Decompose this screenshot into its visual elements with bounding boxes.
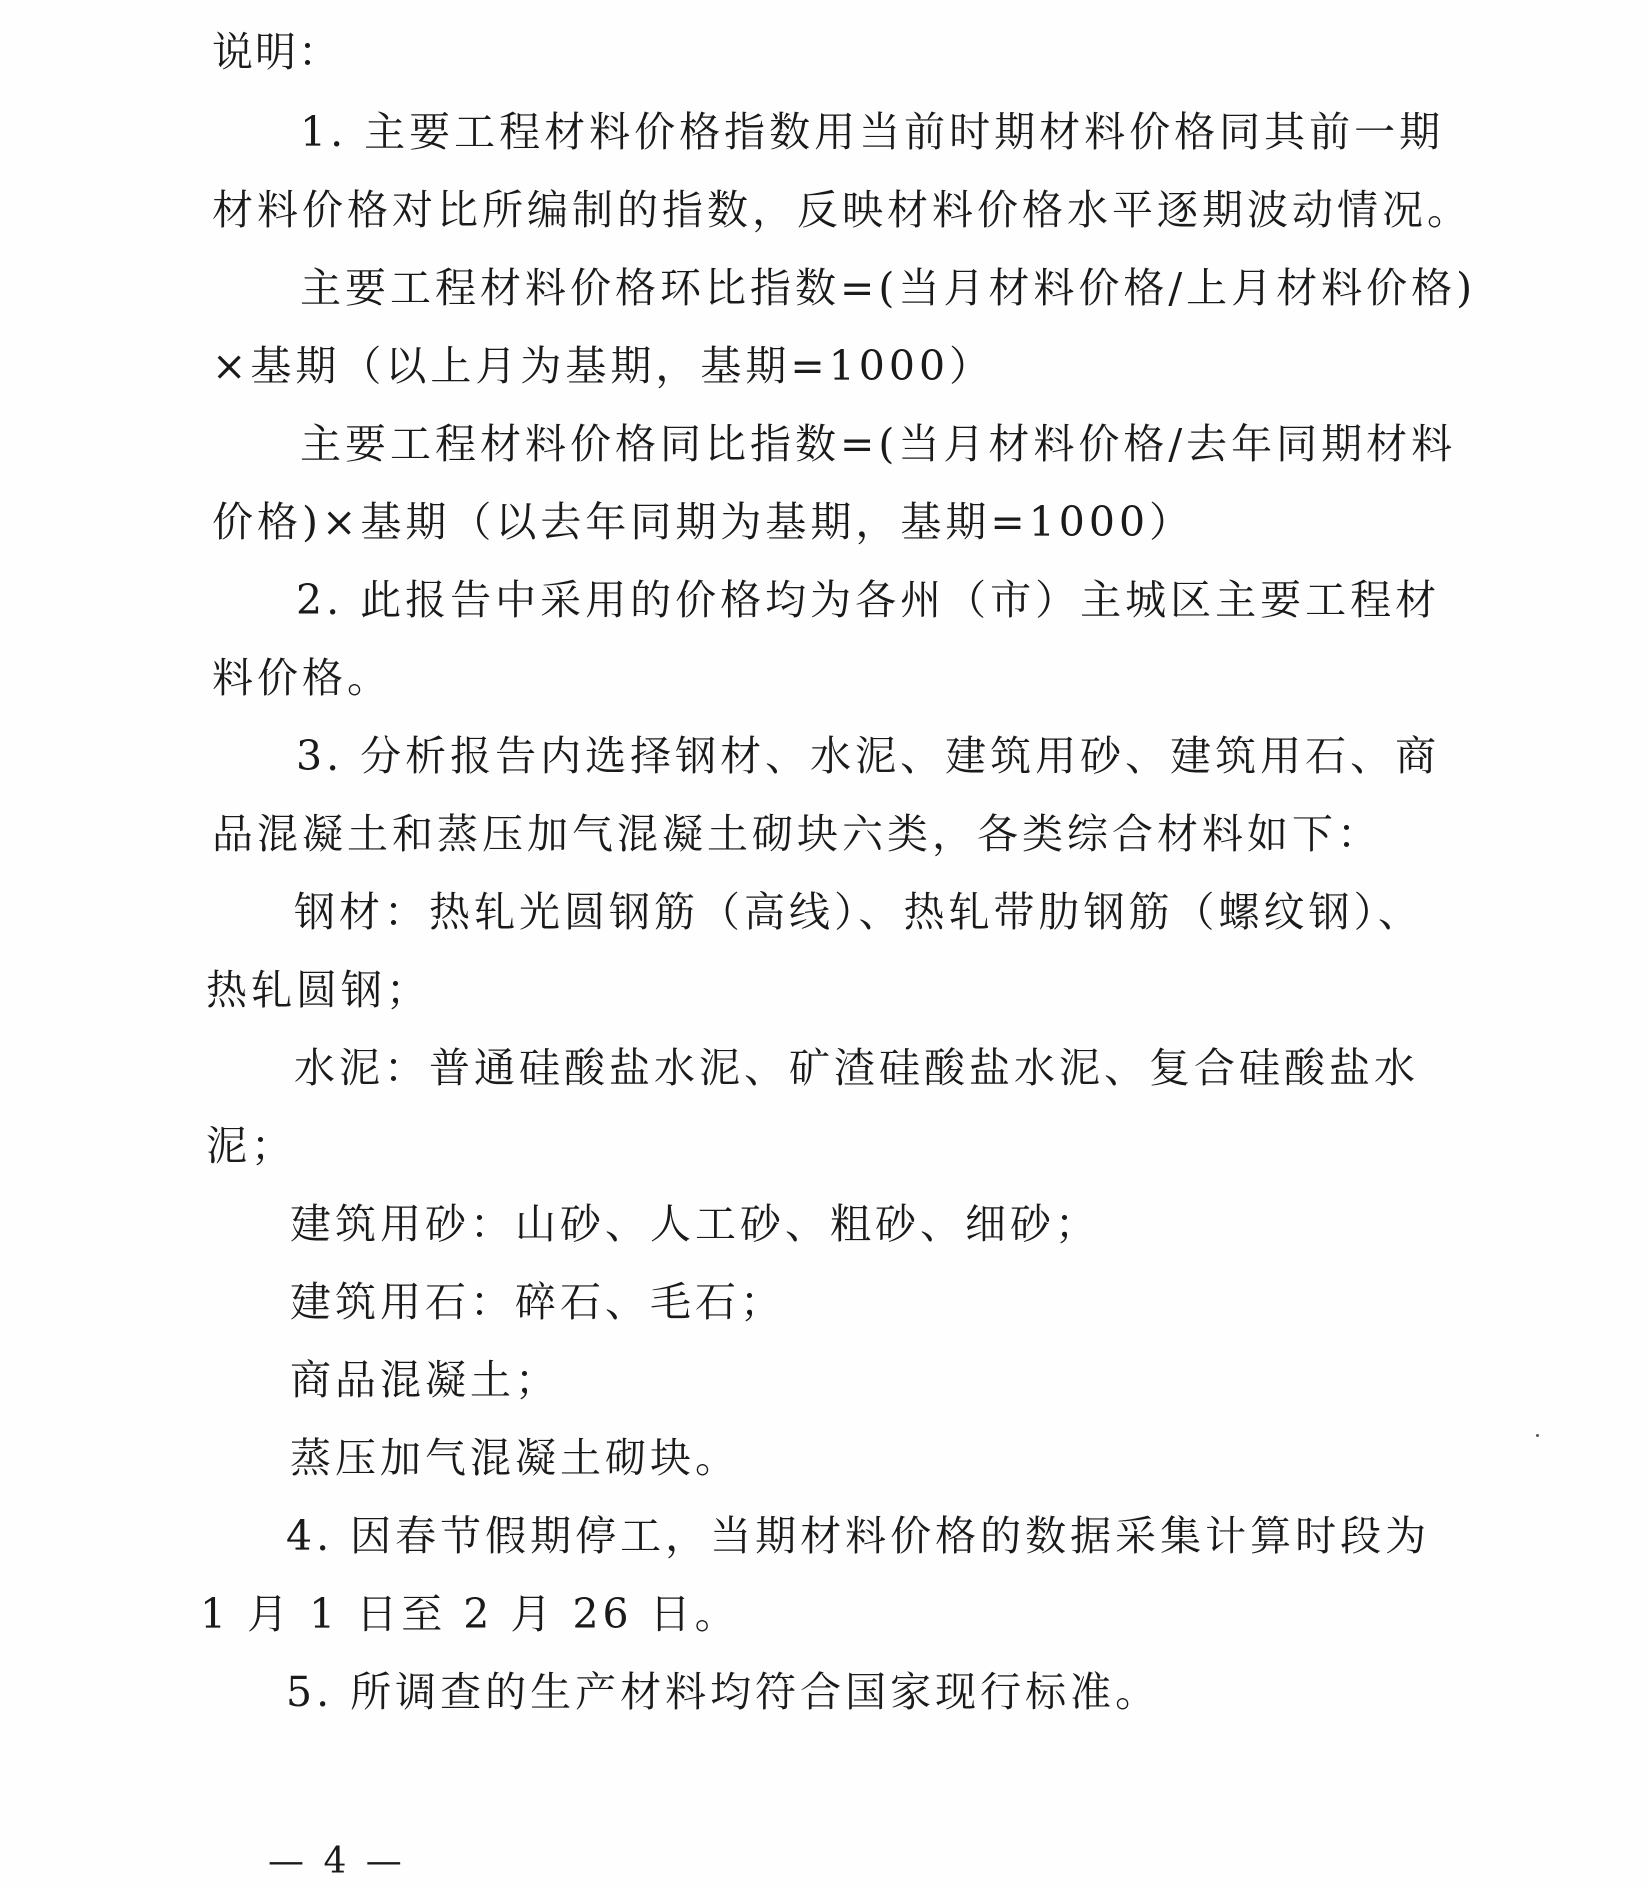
- stone-category: 建筑用石：碎石、毛石；: [290, 1278, 785, 1326]
- note-3-line-2: 品混凝土和蒸压加气混凝土砌块六类，各类综合材料如下：: [212, 810, 1382, 858]
- steel-category-line-1: 钢材：热轧光圆钢筋（高线）、热轧带肋钢筋（螺纹钢）、: [294, 888, 1423, 936]
- notes-heading: 说明：: [212, 28, 341, 76]
- scan-speck: [1536, 1434, 1539, 1437]
- mom-index-formula-line-2: ×基期（以上月为基期，基期=1000）: [212, 342, 995, 390]
- aac-block-category: 蒸压加气混凝土砌块。: [290, 1434, 740, 1482]
- note-3-line-1: 3. 分析报告内选择钢材、水泥、建筑用砂、建筑用石、商: [296, 732, 1441, 780]
- concrete-category: 商品混凝土；: [290, 1356, 560, 1404]
- note-1-line-2: 材料价格对比所编制的指数，反映材料价格水平逐期波动情况。: [212, 186, 1472, 234]
- note-2-line-2: 料价格。: [212, 654, 392, 702]
- note-5: 5. 所调查的生产材料均符合国家现行标准。: [286, 1668, 1161, 1716]
- note-4-line-2: 1 月 1 日至 2 月 26 日。: [200, 1590, 740, 1638]
- sand-category: 建筑用砂：山砂、人工砂、粗砂、细砂；: [290, 1200, 1100, 1248]
- note-2-line-1: 2. 此报告中采用的价格均为各州（市）主城区主要工程材: [296, 576, 1441, 624]
- cement-category-line-2: 泥；: [206, 1122, 296, 1170]
- page-number: — 4 —: [268, 1841, 406, 1882]
- note-1-line-1: 1. 主要工程材料价格指数用当前时期材料价格同其前一期: [300, 108, 1445, 156]
- mom-index-formula-line-1: 主要工程材料价格环比指数=(当月材料价格/上月材料价格): [300, 264, 1477, 312]
- yoy-index-formula-line-1: 主要工程材料价格同比指数=(当月材料价格/去年同期材料: [300, 420, 1457, 468]
- yoy-index-formula-line-2: 价格)×基期（以去年同期为基期，基期=1000）: [212, 498, 1195, 546]
- steel-category-line-2: 热轧圆钢；: [206, 966, 431, 1014]
- cement-category-line-1: 水泥：普通硅酸盐水泥、矿渣硅酸盐水泥、复合硅酸盐水: [294, 1044, 1419, 1092]
- note-4-line-1: 4. 因春节假期停工，当期材料价格的数据采集计算时段为: [286, 1512, 1431, 1560]
